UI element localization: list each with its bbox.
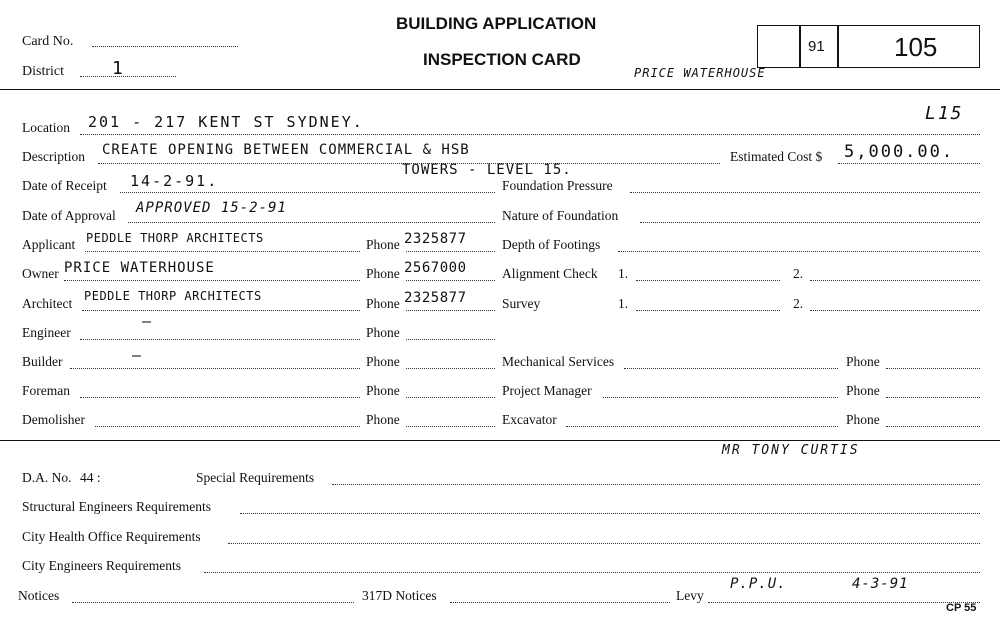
levy-value: P.P.U.: [730, 576, 787, 592]
architect-label: Architect: [22, 296, 73, 311]
architect-phone-field[interactable]: [406, 310, 495, 311]
demolisher-phone-label: Phone: [366, 412, 400, 427]
depth-footings-label: Depth of Footings: [502, 237, 601, 252]
survey-field-1[interactable]: [636, 310, 780, 311]
special-requirements-label: Special Requirements: [196, 470, 315, 485]
applicant-label: Applicant: [22, 237, 76, 252]
margin-note: L15: [925, 103, 964, 124]
excavator-phone-field[interactable]: [886, 426, 980, 427]
approval-label: Date of Approval: [22, 208, 116, 223]
mechanical-label: Mechanical Services: [502, 354, 615, 369]
health-label: City Health Office Requirements: [22, 529, 201, 544]
city-engineers-label: City Engineers Requirements: [22, 558, 181, 573]
applicant-value: PEDDLE THORP ARCHITECTS: [86, 231, 264, 245]
contact-note: MR TONY CURTIS: [722, 443, 860, 458]
card-no-field[interactable]: [92, 46, 238, 47]
engineer-phone-field[interactable]: [406, 339, 495, 340]
da-no-value: 44 :: [80, 470, 101, 485]
survey-field-2[interactable]: [810, 310, 980, 311]
owner-phone-label: Phone: [366, 266, 400, 281]
approval-field[interactable]: [128, 222, 495, 223]
mechanical-field[interactable]: [624, 368, 838, 369]
owner-phone-field[interactable]: [406, 280, 495, 281]
survey-label: Survey: [502, 296, 541, 311]
foreman-phone-label: Phone: [366, 383, 400, 398]
receipt-value: 14-2-91.: [130, 172, 219, 190]
notices-label: Notices: [18, 588, 60, 603]
card-box-small: [799, 25, 839, 68]
location-value: 201 - 217 KENT ST SYDNEY.: [88, 113, 364, 131]
builder-phone-field[interactable]: [406, 368, 495, 369]
nature-foundation-field[interactable]: [640, 222, 980, 223]
description-value-line2: TOWERS - LEVEL 15.: [402, 162, 572, 178]
form-subtitle: INSPECTION CARD: [423, 50, 581, 69]
special-requirements-field[interactable]: [332, 484, 980, 485]
owner-value: PRICE WATERHOUSE: [64, 260, 215, 276]
form-title: BUILDING APPLICATION: [396, 14, 597, 33]
section-divider: [0, 440, 1000, 441]
depth-footings-field[interactable]: [618, 251, 980, 252]
nature-foundation-label: Nature of Foundation: [502, 208, 619, 223]
card-number-prefix: 91: [808, 38, 825, 55]
project-manager-phone-field[interactable]: [886, 397, 980, 398]
notices-317d-field[interactable]: [450, 602, 670, 603]
alignment-num-1: 1.: [618, 266, 629, 281]
receipt-label: Date of Receipt: [22, 178, 107, 193]
estimated-cost-label: Estimated Cost $: [730, 149, 823, 164]
header-divider: [0, 89, 1000, 90]
applicant-phone-label: Phone: [366, 237, 400, 252]
da-no-label: D.A. No.: [22, 470, 72, 485]
engineer-phone-label: Phone: [366, 325, 400, 340]
description-value: CREATE OPENING BETWEEN COMMERCIAL & HSB: [102, 142, 470, 158]
builder-field[interactable]: [70, 368, 360, 369]
engineer-field[interactable]: [80, 339, 360, 340]
city-engineers-field[interactable]: [204, 572, 980, 573]
alignment-field-1[interactable]: [636, 280, 780, 281]
owner-label: Owner: [22, 266, 59, 281]
alignment-num-2: 2.: [793, 266, 804, 281]
notices-317d-label: 317D Notices: [362, 588, 437, 603]
foreman-phone-field[interactable]: [406, 397, 495, 398]
architect-value: PEDDLE THORP ARCHITECTS: [84, 289, 262, 303]
applicant-field[interactable]: [85, 251, 360, 252]
card-number: 105: [894, 32, 938, 62]
builder-value: —: [132, 346, 144, 364]
applicant-phone-field[interactable]: [406, 251, 495, 252]
architect-phone-label: Phone: [366, 296, 400, 311]
district-label: District: [22, 64, 64, 79]
structural-label: Structural Engineers Requirements: [22, 499, 211, 514]
foreman-field[interactable]: [80, 397, 360, 398]
district-field[interactable]: [80, 76, 176, 77]
estimated-cost-field[interactable]: [838, 163, 980, 164]
demolisher-field[interactable]: [95, 426, 360, 427]
project-manager-field[interactable]: [603, 397, 838, 398]
builder-label: Builder: [22, 354, 63, 369]
excavator-phone-label: Phone: [846, 412, 880, 427]
builder-phone-label: Phone: [366, 354, 400, 369]
mechanical-phone-field[interactable]: [886, 368, 980, 369]
description-label: Description: [22, 149, 85, 164]
architect-field[interactable]: [82, 310, 360, 311]
project-manager-phone-label: Phone: [846, 383, 880, 398]
engineer-label: Engineer: [22, 325, 71, 340]
receipt-field[interactable]: [120, 192, 495, 193]
card-no-label: Card No.: [22, 34, 74, 49]
structural-field[interactable]: [240, 513, 980, 514]
project-manager-label: Project Manager: [502, 383, 592, 398]
alignment-check-label: Alignment Check: [502, 266, 598, 281]
card-box-blank: [757, 25, 801, 68]
foreman-label: Foreman: [22, 383, 70, 398]
form-code: CP 55: [946, 602, 977, 614]
levy-date: 4-3-91: [852, 576, 909, 592]
levy-label: Levy: [676, 588, 704, 603]
survey-num-2: 2.: [793, 296, 804, 311]
excavator-field[interactable]: [566, 426, 838, 427]
district-value: 1: [112, 58, 125, 79]
annotation-owner: PRICE WATERHOUSE: [634, 66, 766, 80]
owner-phone-value: 2567000: [404, 260, 467, 276]
demolisher-phone-field[interactable]: [406, 426, 495, 427]
notices-field[interactable]: [72, 602, 354, 603]
card-box-large: [837, 25, 980, 68]
engineer-value: —: [142, 312, 154, 330]
architect-phone-value: 2325877: [404, 290, 467, 306]
foundation-pressure-field[interactable]: [630, 192, 980, 193]
survey-num-1: 1.: [618, 296, 629, 311]
location-field[interactable]: [80, 134, 980, 135]
levy-field[interactable]: [708, 602, 980, 603]
mechanical-phone-label: Phone: [846, 354, 880, 369]
health-field[interactable]: [228, 543, 980, 544]
foundation-pressure-label: Foundation Pressure: [502, 178, 613, 193]
location-label: Location: [22, 120, 70, 135]
owner-field[interactable]: [64, 280, 360, 281]
excavator-label: Excavator: [502, 412, 557, 427]
applicant-phone-value: 2325877: [404, 231, 467, 247]
alignment-field-2[interactable]: [810, 280, 980, 281]
approval-value: APPROVED 15-2-91: [136, 200, 287, 216]
demolisher-label: Demolisher: [22, 412, 85, 427]
estimated-cost-value: 5,000.00.: [844, 142, 955, 162]
